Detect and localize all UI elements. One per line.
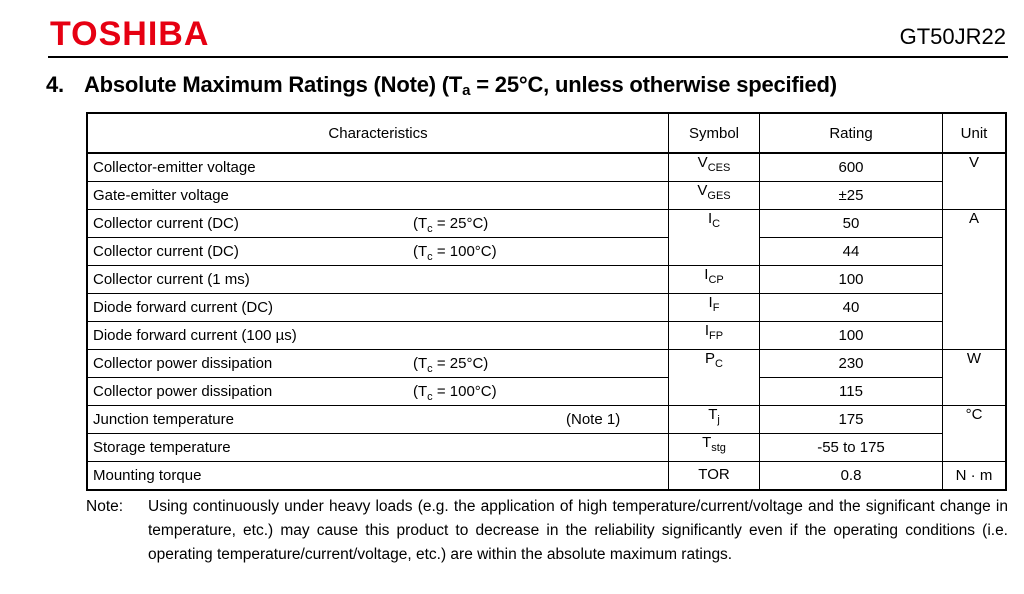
table-row (87, 210, 1006, 238)
condition-suffix: = 100°C) (432, 243, 497, 260)
characteristic-label: Diode forward current (DC) (93, 299, 274, 316)
header-symbol: Symbol (669, 113, 760, 153)
row-symbol (669, 266, 760, 294)
row-rating: ±25 (760, 182, 943, 210)
row-rating: 230 (760, 350, 943, 378)
toshiba-logo: TOSHIBA (50, 15, 210, 53)
table-row (87, 406, 1006, 434)
symbol-subscript: GES (707, 190, 731, 202)
row-symbol (669, 294, 760, 322)
row-symbol (669, 322, 760, 350)
note-text: Using continuously under heavy loads (e.g. the application of high temperature/current/voltage and the significant change in temperature, etc.) may cause this product to decrease in the reliability significantly even if the operating conditions (i.e. operating temperature/current/voltage, etc.) are within the absolute maximum ratings. (148, 498, 1008, 563)
row-rating: 40 (760, 294, 943, 322)
row-unit: W (943, 350, 1007, 406)
condition-label (413, 355, 488, 375)
table-row (87, 462, 1006, 491)
row-unit: A (943, 210, 1007, 350)
symbol-letter: I (707, 210, 713, 227)
symbol-subscript: j (717, 414, 720, 426)
row-rating: 44 (760, 238, 943, 266)
symbol-subscript: C (715, 358, 723, 370)
characteristic-label: Gate-emitter voltage (93, 187, 229, 204)
condition-subscript: c (427, 363, 433, 375)
row-characteristic (87, 238, 669, 266)
header-characteristics: Characteristics (87, 113, 669, 153)
condition-label (413, 243, 497, 263)
condition-prefix: (T (413, 215, 428, 232)
section-number: 4. (46, 72, 64, 97)
row-characteristic (87, 406, 669, 434)
symbol-subscript: F (712, 302, 720, 314)
section-title-prefix: Absolute Maximum Ratings (Note) (T (83, 72, 463, 97)
header-unit: Unit (943, 113, 1007, 153)
condition-subscript: c (427, 251, 433, 263)
characteristic-label: Collector current (DC) (93, 243, 239, 260)
symbol-letter: V (697, 154, 708, 171)
table-row (87, 182, 1006, 210)
table-row (87, 350, 1006, 378)
row-symbol (669, 350, 760, 406)
table-header-row (87, 113, 1006, 153)
characteristic-label: Collector current (DC) (93, 215, 239, 232)
symbol-letter: I (704, 322, 710, 339)
table-row (87, 434, 1006, 462)
row-rating: 100 (760, 322, 943, 350)
page-header (0, 0, 1024, 60)
row-symbol (669, 462, 760, 491)
row-characteristic (87, 350, 669, 378)
characteristic-label: Junction temperature (93, 411, 234, 428)
row-characteristic (87, 182, 669, 210)
section-title-suffix: = 25°C, unless otherwise specified) (470, 72, 837, 97)
row-rating: 175 (760, 406, 943, 434)
row-symbol (669, 434, 760, 462)
symbol-subscript: CP (708, 274, 724, 286)
header-rule (48, 56, 1008, 58)
table-row (87, 322, 1006, 350)
condition-suffix: = 100°C) (432, 383, 497, 400)
row-rating: 50 (760, 210, 943, 238)
table-row (87, 266, 1006, 294)
characteristic-label: Collector current (1 ms) (93, 271, 250, 288)
row-rating: 100 (760, 266, 943, 294)
row-characteristic (87, 322, 669, 350)
condition-subscript: c (427, 223, 433, 235)
characteristic-label: Collector power dissipation (93, 383, 273, 400)
row-rating: 0.8 (760, 462, 943, 491)
table-row (87, 238, 1006, 266)
row-characteristic (87, 210, 669, 238)
row-unit: °C (943, 406, 1007, 462)
row-characteristic (87, 266, 669, 294)
symbol-subscript: C (712, 218, 721, 230)
section-title-sub: a (462, 82, 471, 99)
condition-label (413, 215, 488, 235)
condition-prefix: (T (413, 243, 428, 260)
condition-prefix: (T (413, 355, 428, 372)
symbol-letter: TOR (698, 465, 730, 483)
table-row (87, 378, 1006, 406)
row-rating: 115 (760, 378, 943, 406)
characteristic-label: Collector power dissipation (93, 355, 273, 372)
document-id: GT50JR22 (899, 24, 1006, 49)
row-characteristic (87, 434, 669, 462)
row-rating: -55 to 175 (760, 434, 943, 462)
characteristic-label: Diode forward current (100 µs) (93, 327, 297, 344)
symbol-letter: T (708, 406, 718, 423)
symbol-letter: T (702, 434, 712, 451)
symbol-subscript: FP (709, 330, 724, 342)
characteristic-label: Mounting torque (93, 467, 202, 484)
condition-suffix: = 25°C) (432, 215, 489, 232)
characteristic-label: Collector-emitter voltage (93, 159, 256, 176)
header-rating: Rating (760, 113, 943, 153)
row-symbol (669, 182, 760, 210)
symbol-letter: I (708, 294, 713, 311)
characteristic-label: Storage temperature (93, 439, 231, 456)
table-row (87, 153, 1006, 182)
condition-subscript: c (427, 391, 433, 403)
condition-suffix: = 25°C) (432, 355, 489, 372)
row-characteristic (87, 294, 669, 322)
symbol-subscript: stg (711, 442, 726, 454)
note-reference: (Note 1) (566, 411, 621, 428)
note-label: Note: (86, 498, 124, 515)
row-unit: V (943, 153, 1007, 210)
row-symbol (669, 153, 760, 182)
table-row (87, 294, 1006, 322)
row-characteristic (87, 378, 669, 406)
row-symbol (669, 210, 760, 266)
symbol-letter: I (704, 266, 709, 283)
row-rating: 600 (760, 153, 943, 182)
row-characteristic (87, 153, 669, 182)
symbol-letter: V (697, 182, 708, 199)
ratings-table (86, 112, 1007, 491)
condition-prefix: (T (413, 383, 428, 400)
condition-label (413, 383, 497, 403)
row-symbol (669, 406, 760, 434)
symbol-letter: P (705, 350, 716, 367)
row-unit: N · m (943, 462, 1007, 491)
symbol-subscript: CES (707, 162, 731, 174)
row-characteristic (87, 462, 669, 491)
section-title (46, 70, 837, 106)
